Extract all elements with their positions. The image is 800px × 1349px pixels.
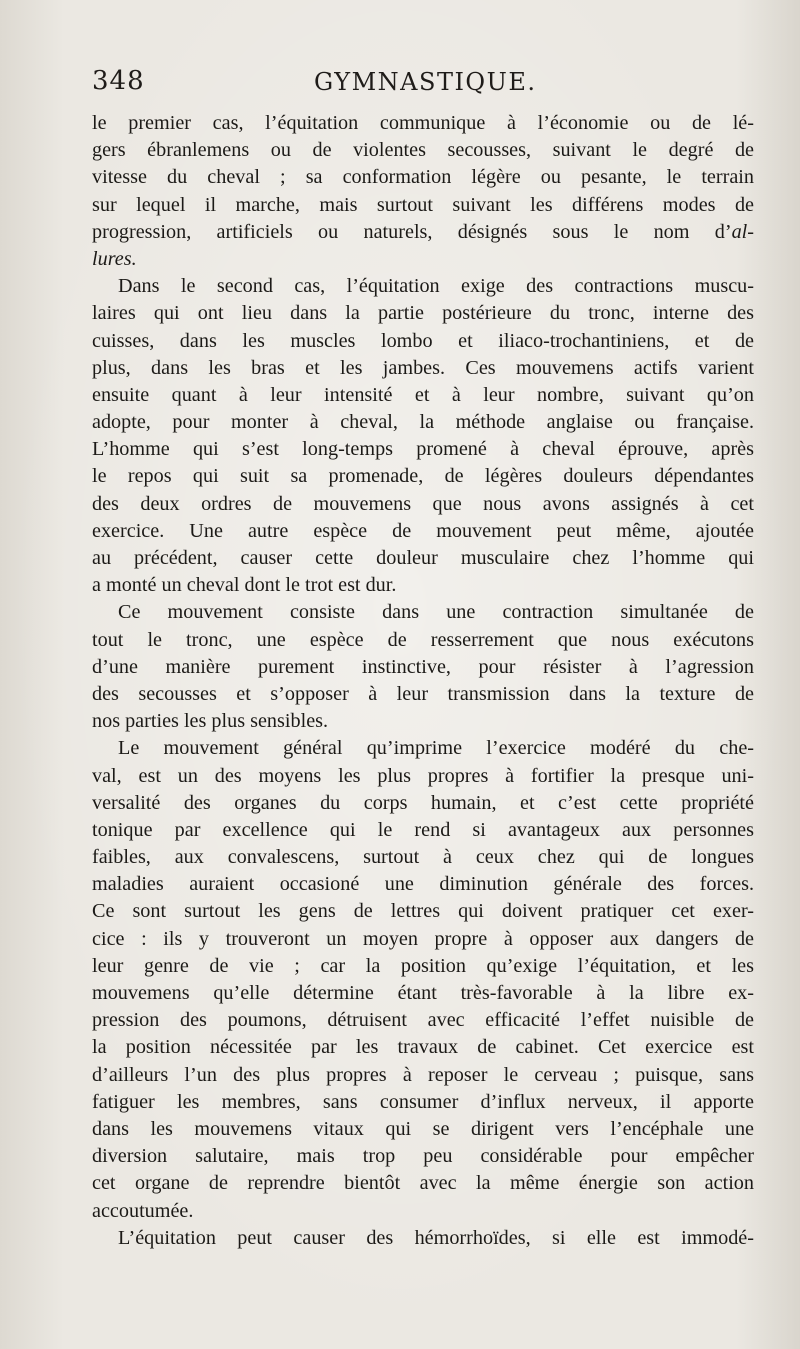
text-line: au précédent, causer cette douleur musculaire chez l’homme qui <box>92 547 754 569</box>
text-line: maladies auraient occasioné une diminution générale des forces. <box>92 873 754 896</box>
text-line: Le mouvement général qu’imprime l’exercice modéré du che- <box>118 737 754 760</box>
text-line: dans les mouvemens vitaux qui se dirigent vers l’encéphale une <box>92 1117 754 1140</box>
text-line: adopte, pour monter à cheval, la méthode anglaise ou française. <box>92 411 754 434</box>
text-line: val, est un des moyens les plus propres à fortifier la presque uni- <box>92 764 754 787</box>
text-line: Ce sont surtout les gens de lettres qui doivent pratiquer cet exer- <box>92 900 754 923</box>
text-line: exercice. Une autre espèce de mouvement peut même, ajoutée <box>92 519 754 542</box>
text-line: gers ébranlemens ou de violentes secousses, suivant le degré de <box>92 139 754 162</box>
text-line: mouvemens qu’elle détermine étant très-favorable à la libre ex- <box>92 982 754 1004</box>
text-line: versalité des organes du corps humain, et c’est cette propriété <box>92 791 754 814</box>
text-line: des deux ordres de mouvemens que nous avons assignés à cet <box>92 492 754 515</box>
page-header <box>92 62 752 102</box>
text-line: diversion salutaire, mais trop peu considérable pour empêcher <box>92 1145 754 1168</box>
text-line: vitesse du cheval ; sa conformation légère ou pesante, le terrain <box>92 166 754 189</box>
text-line: fatiguer les membres, sans consumer d’influx nerveux, il apporte <box>92 1090 754 1113</box>
text-line: plus, dans les bras et les jambes. Ces mouvemens actifs varient <box>92 356 754 379</box>
text-line: pression des poumons, détruisent avec efficacité l’effet nuisible de <box>92 1009 754 1032</box>
text-line: faibles, aux convalescens, surtout à ceux chez qui de longues <box>92 846 754 869</box>
text-line: la position nécessitée par les travaux de cabinet. Cet exercice est <box>92 1036 754 1059</box>
text-line: cet organe de reprendre bientôt avec la même énergie son action <box>92 1172 754 1195</box>
text-line: le premier cas, l’équitation communique à l’économie ou de lé- <box>92 112 754 134</box>
text-line: L’homme qui s’est long-temps promené à cheval éprouve, après <box>92 438 754 461</box>
page-number: 348 <box>92 66 145 96</box>
text-line: ensuite quant à leur intensité et à leur nombre, suivant qu’on <box>92 383 754 406</box>
text-line: nos parties les plus sensibles. <box>92 710 329 733</box>
running-title: GYMNASTIQUE. <box>314 68 537 96</box>
text-line: leur genre de vie ; car la position qu’exige l’équitation, et les <box>92 954 754 977</box>
text-line: Ce mouvement consiste dans une contraction simultanée de <box>118 601 754 624</box>
text-line: accoutumée. <box>92 1199 194 1222</box>
body-text <box>92 110 754 1252</box>
text-line: Dans le second cas, l’équitation exige des contractions muscu- <box>118 275 754 298</box>
text-line: L’équitation peut causer des hémorrhoïdes, si elle est immodé- <box>118 1226 754 1249</box>
text-line: cuisses, dans les muscles lombo et iliaco-trochantiniens, et de <box>92 329 754 352</box>
text-line: tonique par excellence qui le rend si avantageux aux personnes <box>92 818 754 841</box>
text-line: d’ailleurs l’un des plus propres à reposer le cerveau ; puisque, sans <box>92 1063 754 1086</box>
text-line: cice : ils y trouveront un moyen propre à opposer aux dangers de <box>92 927 754 950</box>
text-line: d’une manière purement instinctive, pour résister à l’agression <box>92 655 754 678</box>
text-line: le repos qui suit sa promenade, de légères douleurs dépendantes <box>92 465 754 488</box>
text-line: progression, artificiels ou naturels, désignés sous le nom d’al- <box>92 220 754 243</box>
text-line: tout le tronc, une espèce de resserrement que nous exécutons <box>92 628 754 651</box>
text-line: laires qui ont lieu dans la partie postérieure du tronc, interne des <box>92 302 754 325</box>
text-line: sur lequel il marche, mais surtout suivant les différens modes de <box>92 193 754 216</box>
text-line: a monté un cheval dont le trot est dur. <box>92 574 397 597</box>
text-line: des secousses et s’opposer à leur transmission dans la texture de <box>92 682 754 705</box>
text-line: lures. <box>92 247 137 270</box>
